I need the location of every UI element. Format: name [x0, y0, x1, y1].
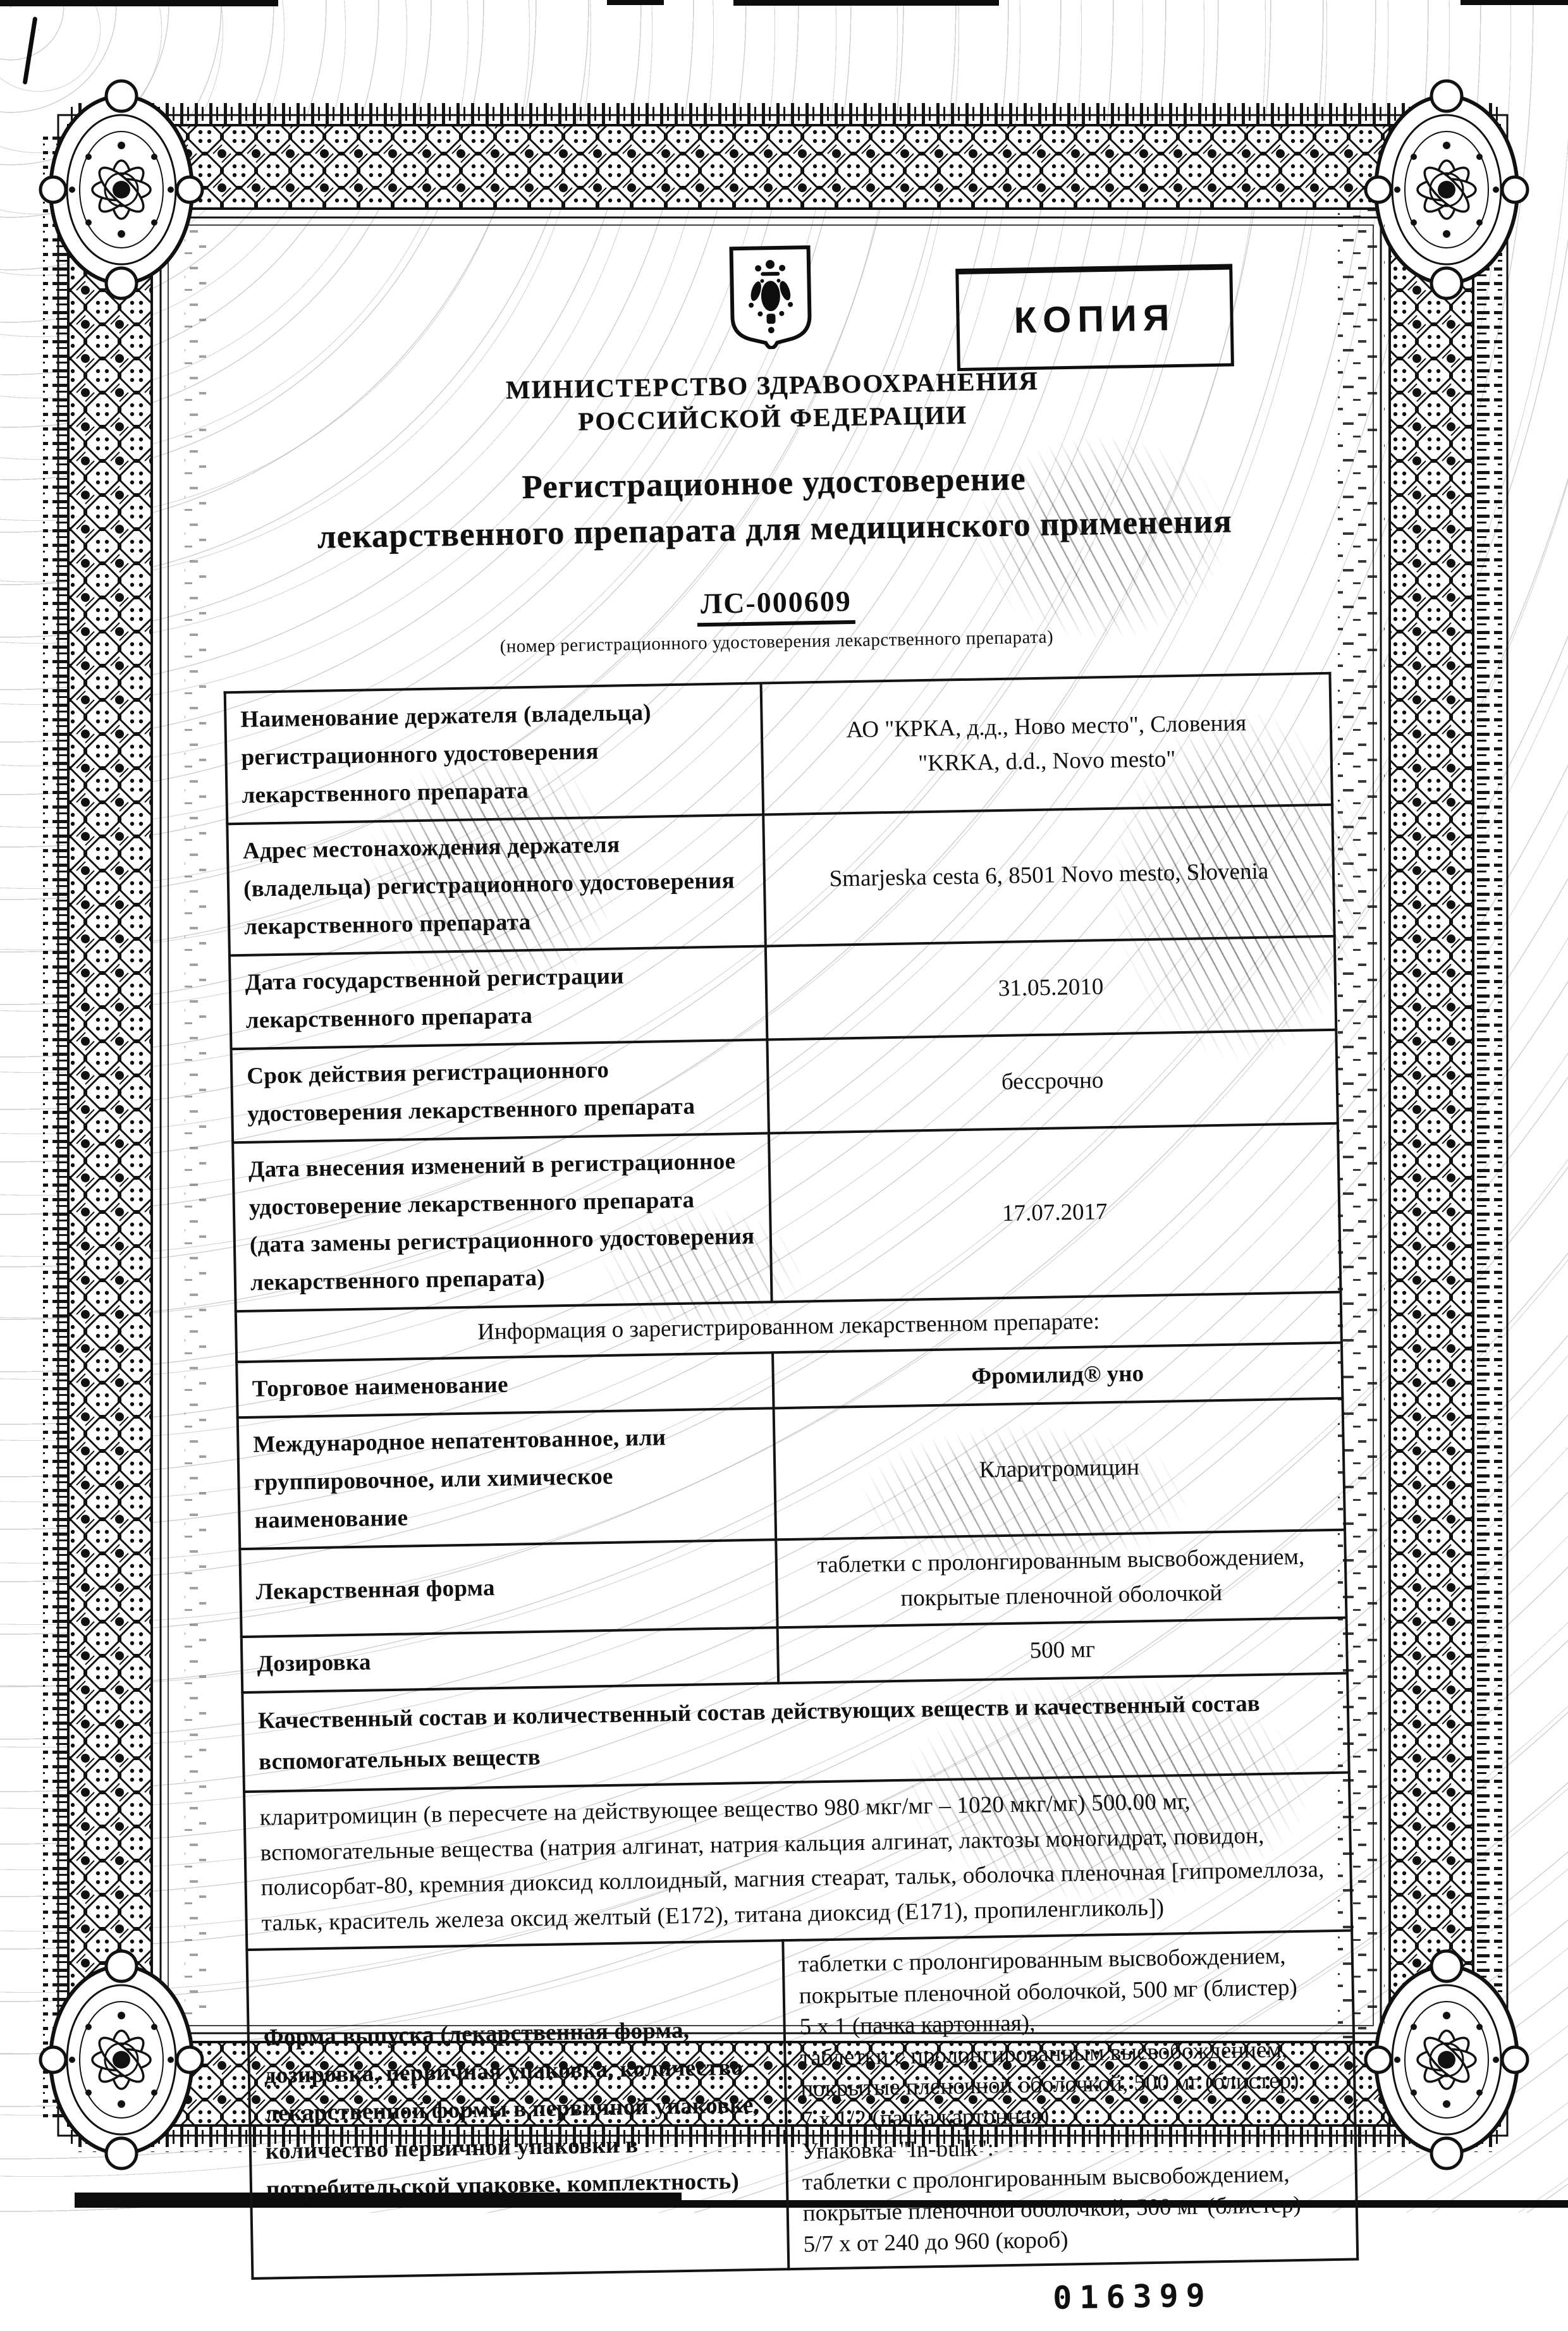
- row-value: Кларитромицин: [774, 1398, 1345, 1539]
- row-label: Дозировка: [242, 1627, 778, 1692]
- table-row: [244, 1773, 1352, 1950]
- row-value: 500 мг: [778, 1617, 1347, 1683]
- russia-coat-of-arms-icon: [722, 242, 819, 353]
- row-value: таблетки с пролонгированным высвобождением, покрытые пленочной оболочкой: [776, 1529, 1346, 1627]
- row-label: Наименование держателя (владельца) регистрационного удостоверения лекарственного препарата: [225, 683, 763, 824]
- row-label: Торговое наименование: [236, 1352, 773, 1417]
- row-label: Форма выпуска (лекарственная форма, дозировка, первичная упаковка, количество лекарственной формы в первичной упаковке, количество первичной упаковки в потребительской упаковке, комплектность): [247, 1941, 788, 2279]
- row-label: Дата внесения изменений в регистрационное удостоверение лекарственного препарата (дата замены регистрационного удостоверения лекарственного препарата): [233, 1133, 772, 1312]
- section-heading: Информация о зарегистрированном лекарственном препарате:: [236, 1292, 1342, 1362]
- table-row: [242, 1673, 1349, 1792]
- scan-artifact-top-right: [1461, 0, 1568, 5]
- scan-artifact-top-bar: [0, 0, 278, 6]
- row-label: Адрес местонахождения держателя (владельца) регистрационного удостоверения лекарственного препарата: [227, 815, 765, 956]
- row-value: Smarjeska cesta 6, 8501 Novo mesto, Slovenia: [763, 805, 1334, 946]
- row-value: АО "КРКА, д.д., Ново место", Словения "KRKA, d.d., Novo mesto": [761, 673, 1332, 814]
- table-row: [233, 1123, 1340, 1311]
- row-value: Фромилид® уно: [773, 1343, 1342, 1409]
- row-label: Дата государственной регистрации лекарственного препарата: [230, 946, 767, 1049]
- title-line1: Регистрационное удостоверение: [521, 460, 1027, 506]
- ministry-line1: МИНИСТЕРСТВО ЗДРАВООХРАНЕНИЯ: [505, 365, 1039, 405]
- certificate-table: [224, 672, 1359, 2280]
- row-label: Международное непатентованное, или группировочное, или химическое наименование: [238, 1408, 776, 1549]
- registration-number-caption: (номер регистрационного удостоверения лекарственного препарата): [499, 627, 1054, 657]
- table-row: [227, 805, 1334, 955]
- scan-artifact-top-dash: [607, 0, 664, 5]
- row-value: 31.05.2010: [766, 936, 1336, 1040]
- registration-number: ЛС-000609: [696, 584, 855, 627]
- composition-heading: Качественный состав и количественный состав действующих веществ и качественный состав вспомогательных веществ: [242, 1673, 1349, 1792]
- copy-stamp-label: КОПИЯ: [1014, 297, 1176, 341]
- table-row: [238, 1398, 1345, 1549]
- document-sheet: [204, 212, 1372, 2331]
- row-label: Срок действия регистрационного удостоверения лекарственного препарата: [231, 1039, 769, 1142]
- table-row: [225, 673, 1332, 824]
- row-value: таблетки с пролонгированным высвобождением, покрытые пленочной оболочкой, 500 мг (блистер) 5 х 1 (пачка картонная), таблетки с пролонгированным высвобождением, покрытые пленочной оболочкой, 500 мг (блистер) 7 х 1/2 (пачка картонная) Упаковка "In-bulk": таблетки с пролонгированным высвобождением, покрытые пленочной оболочкой, 500 мг (блистер) 5/7 х от 240 до 960 (короб): [783, 1931, 1357, 2270]
- ministry-heading: [206, 359, 1339, 445]
- composition-paragraph: кларитромицин (в пересчете на действующее вещество 980 мкг/мг – 1020 мкг/мг) 500.00 мг, вспомогательные вещества (натрия алгинат, натрия кальция алгинат, лактозы моногидрат, повидон, полисорбат-80, кремния диоксид коллоидный, магния стеарат, тальк, оболочка пленочная [гипромеллоза, тальк, краситель железа оксид желтый (Е172), титана диоксид (Е171), пропиленгликоль]): [244, 1773, 1352, 1950]
- ministry-line2: РОССИЙСКОЙ ФЕДЕРАЦИИ: [578, 400, 968, 436]
- copy-stamp: [955, 264, 1234, 371]
- row-label: Лекарственная форма: [240, 1539, 777, 1637]
- table-row: [247, 1931, 1357, 2279]
- page-title: [208, 450, 1341, 562]
- form-serial-number: 016399: [1052, 2277, 1213, 2317]
- row-value: 17.07.2017: [769, 1123, 1341, 1302]
- row-value: бессрочно: [767, 1029, 1337, 1133]
- scan-artifact-top-line: [733, 0, 999, 6]
- title-line2: лекарственного препарата для медицинского применения: [317, 503, 1233, 556]
